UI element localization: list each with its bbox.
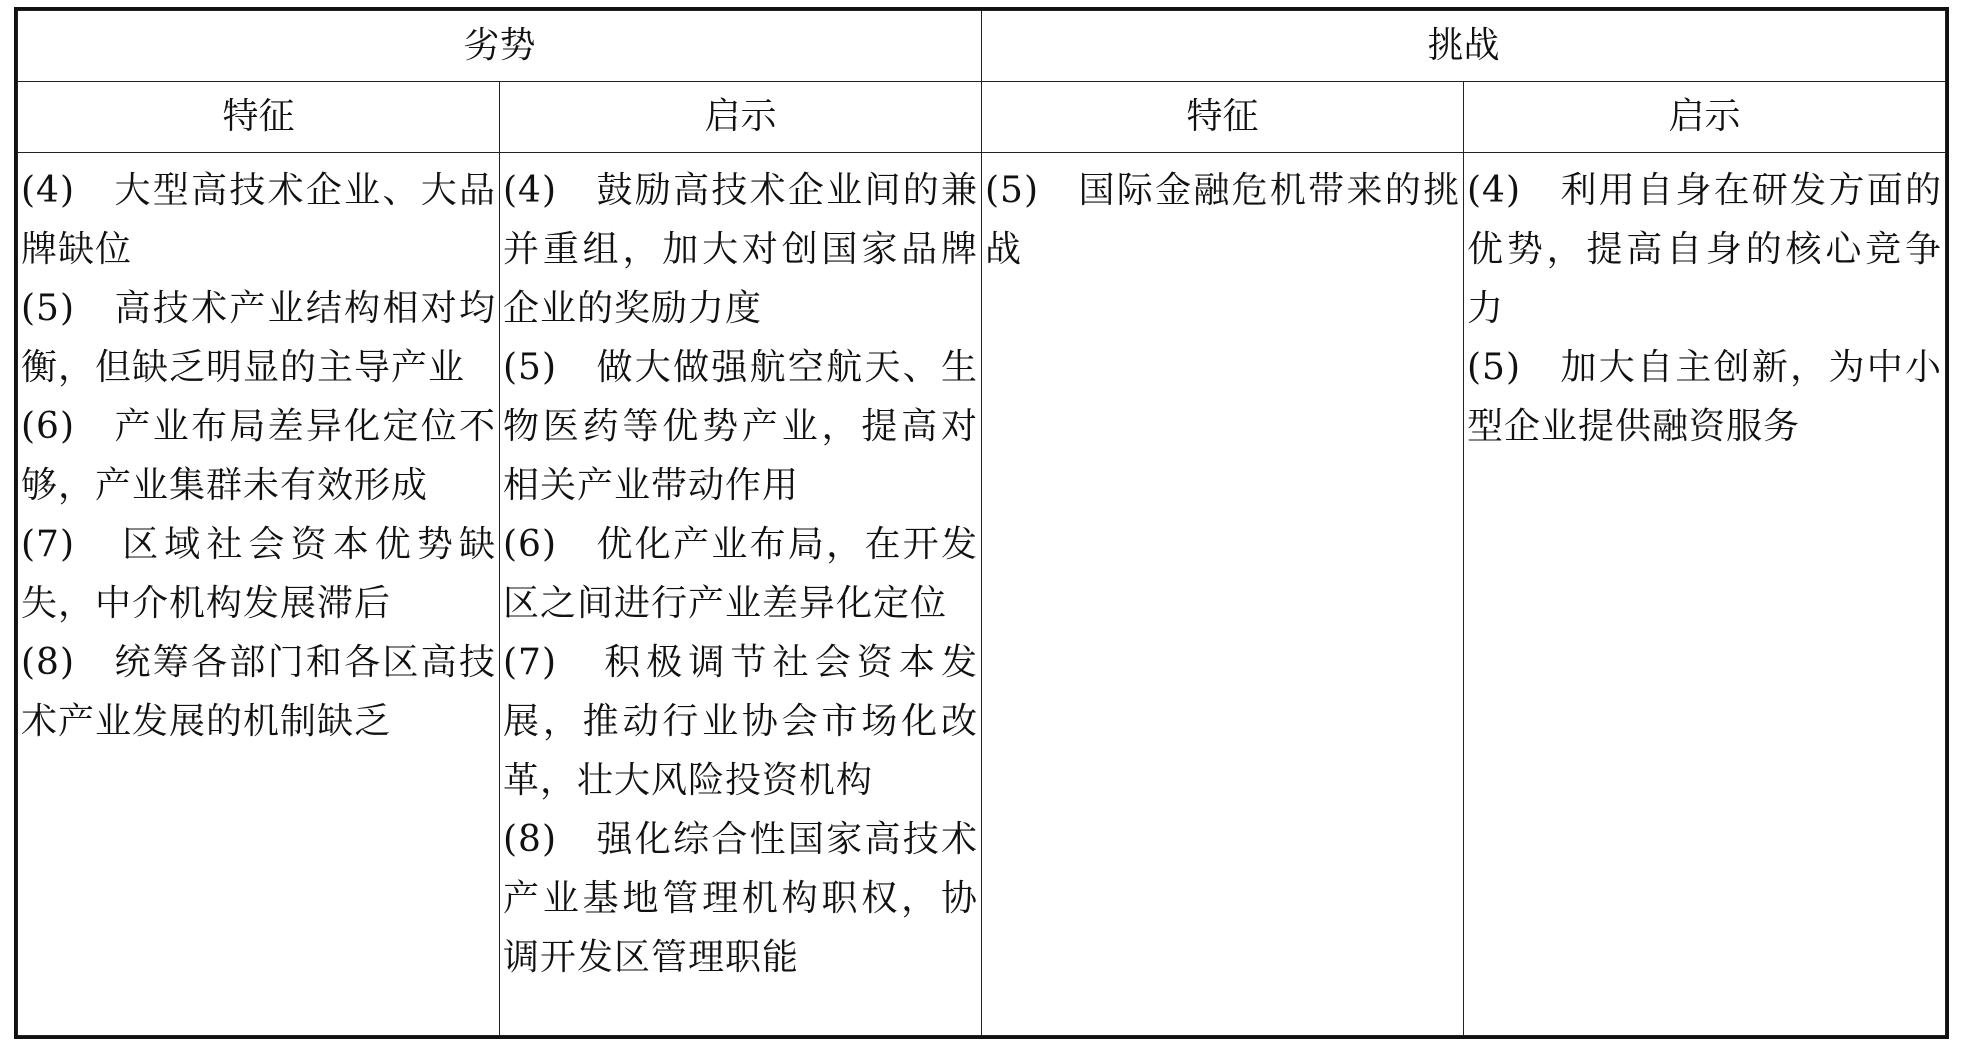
list-item: (4) 大型高技术企业、大品牌缺位 <box>21 170 496 270</box>
disadvantages-insights-cell <box>500 153 982 1036</box>
challenges-insights-cell <box>1464 153 1946 1036</box>
list-item: (5) 加大自主创新，为中小型企业提供融资服务 <box>1467 347 1942 447</box>
disadvantages-features-cell <box>18 153 500 1036</box>
header-challenges-feature: 特征 <box>982 82 1464 153</box>
list-item: (5) 国际金融危机带来的挑战 <box>985 170 1460 270</box>
list-item: (5) 高技术产业结构相对均衡，但缺乏明显的主导产业 <box>21 288 496 388</box>
header-disadvantages-feature: 特征 <box>18 82 500 153</box>
header-row-groups <box>18 11 1946 82</box>
table-grid <box>17 10 1946 1036</box>
list-item: (6) 产业布局差异化定位不够，产业集群未有效形成 <box>21 406 496 506</box>
list-item: (8) 强化综合性国家高技术产业基地管理机构职权，协调开发区管理职能 <box>503 819 978 978</box>
list-item: (8) 统筹各部门和各区高技术产业发展的机制缺乏 <box>21 642 496 742</box>
challenges-features-cell <box>982 153 1464 1036</box>
header-challenges-insight: 启示 <box>1464 82 1946 153</box>
comparison-table <box>14 7 1949 1039</box>
header-challenges: 挑战 <box>982 11 1946 82</box>
list-item: (4) 鼓励高技术企业间的兼并重组，加大对创国家品牌企业的奖励力度 <box>503 170 978 329</box>
header-row-columns <box>18 82 1946 153</box>
list-item: (6) 优化产业布局，在开发区之间进行产业差异化定位 <box>503 524 978 624</box>
list-item: (7) 区域社会资本优势缺失，中介机构发展滞后 <box>21 524 496 624</box>
list-item: (7) 积极调节社会资本发展，推动行业协会市场化改革，壮大风险投资机构 <box>503 642 978 801</box>
header-disadvantages: 劣势 <box>18 11 982 82</box>
header-disadvantages-insight: 启示 <box>500 82 982 153</box>
list-item: (5) 做大做强航空航天、生物医药等优势产业，提高对相关产业带动作用 <box>503 347 978 506</box>
list-item: (4) 利用自身在研发方面的优势，提高自身的核心竞争力 <box>1467 170 1942 329</box>
table-row <box>18 153 1946 1036</box>
